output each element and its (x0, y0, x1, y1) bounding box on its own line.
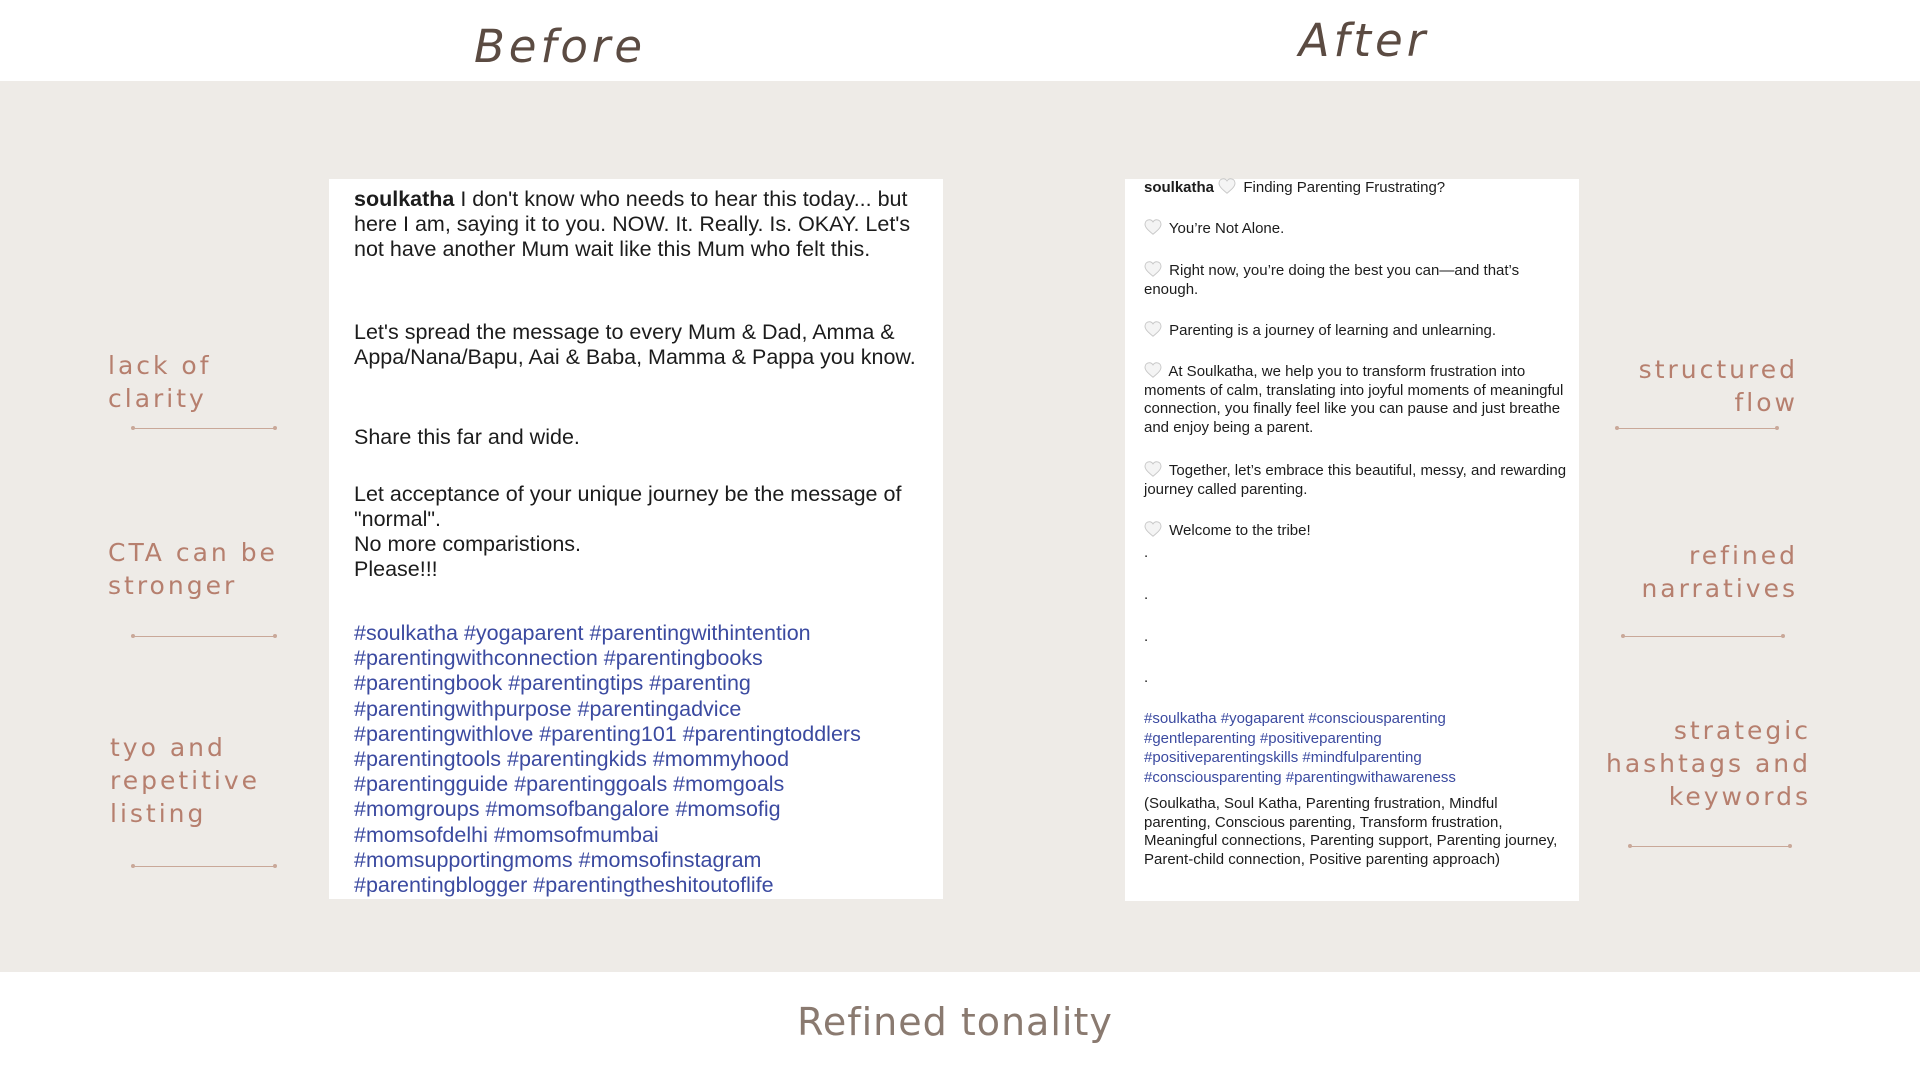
before-hashtags (354, 621, 861, 898)
after-post-card (1125, 179, 1579, 901)
note-divider (1623, 636, 1783, 637)
hashtag-line: #positiveparentingskills #mindfulparenting (1144, 749, 1422, 766)
white-heart-icon (1144, 321, 1162, 337)
before-paragraph-2: Let's spread the message to every Mum & Dad, Amma & Appa/Nana/Bapu, Aai & Baba, Mamma & Pappa you know. (354, 320, 916, 369)
hashtag-line: #parentingtools #parentingkids #mommyhood (354, 747, 790, 772)
hashtag-line: #consciousparenting #parentingwithawareness (1144, 768, 1456, 786)
white-heart-icon (1144, 219, 1162, 235)
after-heading: After (1298, 14, 1430, 67)
note-lack-of-clarity: lack of clarity (108, 351, 212, 413)
footer-caption: Refined tonality (797, 1000, 1113, 1044)
before-username: soulkatha (354, 187, 455, 211)
after-line-5: At Soulkatha, we help you to transform frustration into moments of calm, translating into joyful moments of meaningful connection, you finally feel like you can pause and just breathe and enjoy being a parent. (1144, 363, 1564, 436)
before-paragraph-1: soulkatha I don't know who needs to hear this today... but here I am, saying it to you. NOW. It. Really. Is. OKAY. Let's not have another Mum wait like this Mum who felt this. (354, 187, 911, 261)
before-paragraph-3: Share this far and wide. (354, 425, 580, 449)
white-heart-icon (1144, 362, 1162, 378)
after-line-3: Right now, you’re doing the best you can—and that’s enough. (1144, 262, 1520, 298)
after-dot: . (1144, 586, 1149, 603)
white-heart-icon (1144, 261, 1162, 277)
after-keywords: (Soulkatha, Soul Katha, Parenting frustration, Mindful parenting, Conscious parenting, Transform frustration, Meaningful connections, Parenting support, Parenting journey, Parent-child connection, Positive parenting approach) (1144, 795, 1558, 868)
before-paragraph-4: Let acceptance of your unique journey be the message of "normal". No more comparistions. Please!!! (354, 482, 902, 581)
hashtag-line: #momgroups #momsofbangalore #momsofig (354, 797, 781, 822)
hashtag-line: #momsupportingmoms #momsofinstagram (354, 847, 762, 872)
hashtag-line: #parentingbook #parentingtips #parenting (354, 671, 751, 696)
before-post-card (329, 179, 943, 899)
after-line-2: You’re Not Alone. (1144, 219, 1567, 239)
note-divider (133, 636, 275, 637)
white-heart-icon (1218, 178, 1236, 194)
note-divider (133, 866, 275, 867)
after-dot: . (1144, 544, 1149, 561)
white-heart-icon (1144, 461, 1162, 477)
note-structured-flow: structured flow (1638, 355, 1798, 417)
note-divider (1617, 428, 1777, 429)
note-cta-stronger: CTA can be stronger (108, 538, 278, 600)
hashtag-line: #parentingwithpurpose #parentingadvice (354, 696, 742, 721)
after-line-1: soulkatha Finding Parenting Frustrating? (1144, 179, 1446, 196)
after-hashtags (1144, 709, 1456, 787)
note-strategic-hashtags: strategic hashtags and keywords (1605, 716, 1811, 811)
hashtag-line: #parentingwithconnection #parentingbooks (354, 646, 763, 671)
after-dot: . (1144, 669, 1149, 686)
hashtag-line: #parentingguide #parentinggoals #momgoals (354, 772, 785, 797)
hashtag-line: #gentleparenting #positiveparenting (1144, 729, 1382, 747)
after-dot: . (1144, 628, 1149, 645)
note-refined-narratives: refined narratives (1641, 541, 1798, 603)
after-line-7: Welcome to the tribe! (1144, 521, 1567, 541)
comparison-band (0, 81, 1920, 972)
hashtag-line: #soulkatha #yogaparent #parentingwithintention (354, 621, 811, 645)
note-divider (133, 428, 275, 429)
hashtag-line: #soulkatha #yogaparent #consciousparenting (1144, 710, 1446, 727)
note-repetitive-listing: tyo and repetitive listing (110, 733, 261, 828)
hashtag-line: #momsofdelhi #momsofmumbai (354, 822, 659, 847)
before-heading: Before (473, 20, 647, 73)
hashtag-line: #parentingblogger #parentingtheshitoutoflife (354, 873, 774, 898)
white-heart-icon (1144, 521, 1162, 537)
note-divider (1630, 846, 1790, 847)
hashtag-line: #parentingwithlove #parenting101 #parentingtoddlers (354, 721, 861, 746)
after-line-6: Together, let’s embrace this beautiful, messy, and rewarding journey called parenting. (1144, 462, 1567, 498)
after-username: soulkatha (1144, 179, 1215, 196)
after-line-4: Parenting is a journey of learning and unlearning. (1144, 321, 1567, 341)
